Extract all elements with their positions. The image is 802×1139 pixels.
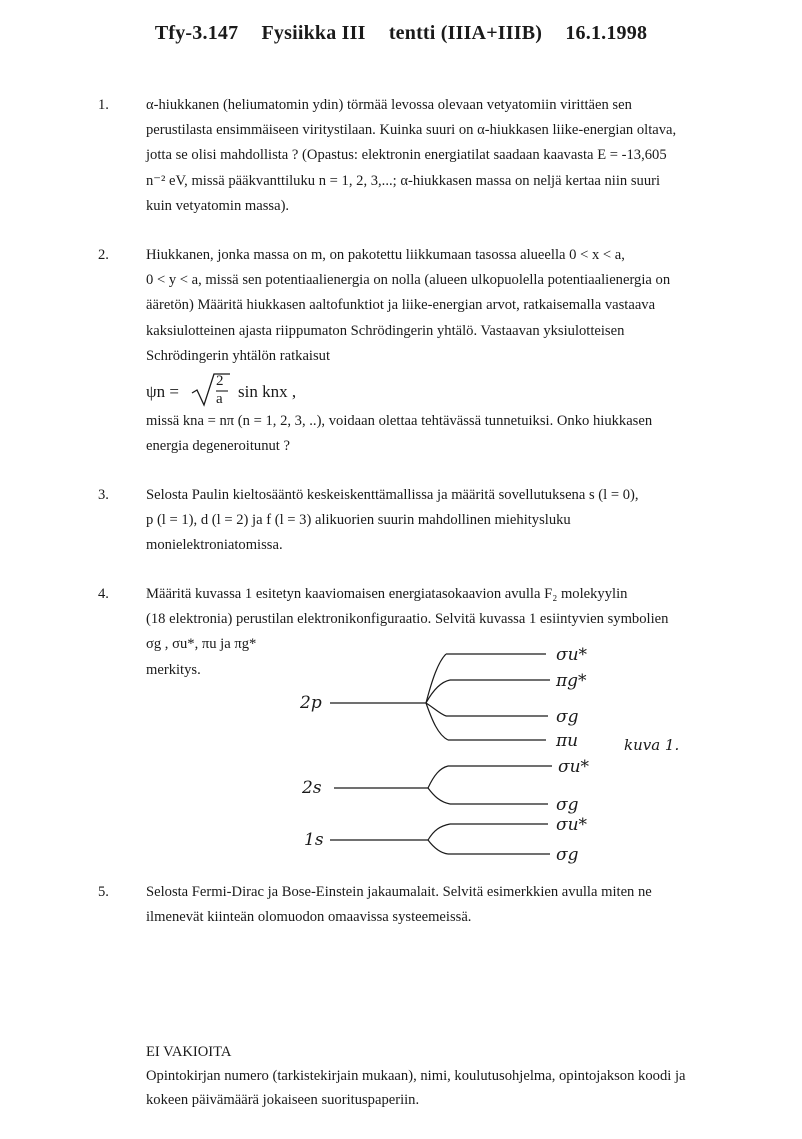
connector [428, 766, 448, 788]
figure-caption: kuva 1. [624, 736, 680, 754]
wavefunction-formula [146, 371, 758, 409]
exam-name: tentti (IIIA+IIIB) [388, 22, 543, 44]
question-line: missä kna = nπ (n = 1, 2, 3, ..), voidaan olettaa tehtävässä tunnetuiksi. Onko hiukkasen [146, 413, 653, 430]
label-mo: σg [556, 795, 579, 815]
question-line: monielektroniatomissa. [146, 537, 283, 554]
question-line: n⁻² eV, missä pääkvanttiluku n = 1, 2, 3,...; α-hiukkasen massa on neljä kertaa niin suuri [146, 172, 661, 189]
question-line: ilmenevät kiinteän olomuodon omaavissa systeemeissä. [146, 909, 472, 926]
connector [428, 824, 450, 840]
connector [426, 654, 446, 703]
question-line: kaksiulotteinen ajasta riippumaton Schrödingerin yhtälö. Vastaavan yksiulotteisen [146, 322, 625, 339]
question-line: 0 < y < a, missä sen potentiaalienergia on nolla (alueen ulkopuolella potentiaalienergia on [146, 272, 671, 289]
question-line: (18 elektronia) perustilan elektronikonfiguraatio. Selvitä kuvassa 1 esiintyvien symbolien [146, 611, 669, 628]
footer-note [146, 1040, 786, 1112]
footer-line: kokeen päivämäärä jokaiseen suorituspaperiin. [146, 1092, 420, 1108]
formula-lhs: ψn = [146, 382, 179, 402]
question-line: perustilasta ensimmäiseen viritystilaan. Kuinka suuri on α-hiukkasen liike-energian oltava, [146, 122, 677, 139]
question-line: Hiukkanen, jonka massa on m, on pakotettu liikkumaan tasossa alueella 0 < x < a, [146, 247, 625, 263]
label-mo: πg* [556, 671, 587, 691]
label-mo: σg [556, 845, 579, 865]
course-name: Fysiikka III [261, 22, 366, 44]
question-number: 4. [98, 586, 109, 602]
footer-line: Opintokirjan numero (tarkistekirjain mukaan), nimi, koulutusohjelma, opintojakson koodi ja [146, 1068, 686, 1084]
formula-rhs: sin knx , [238, 382, 297, 402]
question-line: energia degeneroitunut ? [146, 438, 290, 455]
question-line: p (l = 1), d (l = 2) ja f (l = 3) alikuorien suurin mahdollinen miehitysluku [146, 512, 571, 529]
question-number: 2. [98, 247, 109, 263]
question-number: 5. [98, 884, 109, 900]
sqrt-denominator: a [216, 391, 223, 408]
question-line: kuin vetyatomin massa). [146, 197, 290, 214]
label-mo: σu* [556, 645, 588, 665]
question-number: 3. [98, 487, 109, 503]
question-line: Selosta Fermi-Dirac ja Bose-Einstein jakaumalait. Selvitä esimerkkien avulla miten ne [146, 884, 652, 900]
connector [426, 703, 448, 740]
label-mo: σu* [556, 815, 588, 835]
label-mo: σg [556, 707, 579, 727]
label-1s: 1s [304, 830, 324, 850]
question-line: merkitys. [146, 661, 201, 678]
label-2p: 2p [300, 693, 322, 713]
question-5 [98, 880, 758, 930]
sqrt-numerator: 2 [216, 373, 224, 390]
question-line: α-hiukkanen (heliumatomin ydin) törmää levossa olevaan vetyatomiin virittäen sen [146, 97, 632, 113]
question-2 [98, 243, 758, 459]
connector [428, 840, 448, 854]
label-mo: πu [556, 731, 579, 751]
connector [428, 788, 450, 804]
footer-heading: EI VAKIOITA [146, 1044, 232, 1060]
sqrt-sign [190, 371, 230, 409]
question-line: Schrödingerin yhtälön ratkaisut [146, 347, 331, 364]
energy-level-diagram [0, 640, 802, 870]
question-line: σg , σu*, πu ja πg* [146, 636, 257, 653]
question-line: jotta se olisi mahdollista ? (Opastus: elektronin energiatilat saadaan kaavasta E = -13,605 [146, 147, 667, 164]
question-line: Määritä kuvassa 1 esitetyn kaaviomaisen energiatasokaavion avulla F₂ molekyylin [146, 586, 628, 602]
question-1 [98, 93, 758, 219]
page-title [0, 22, 802, 45]
question-line: ääretön) Määritä hiukkasen aaltofunktiot ja liike-energian arvot, ratkaisemalla vastaava [146, 297, 656, 314]
label-mo: σu* [558, 757, 590, 777]
course-code: Tfy-3.147 [154, 22, 239, 44]
question-line: Selosta Paulin kieltosääntö keskeiskenttämallissa ja määritä sovellutuksena s (l = 0), [146, 487, 639, 503]
label-2s: 2s [302, 778, 322, 798]
exam-date: 16.1.1998 [565, 22, 648, 44]
question-number: 1. [98, 97, 109, 113]
question-3 [98, 483, 758, 559]
